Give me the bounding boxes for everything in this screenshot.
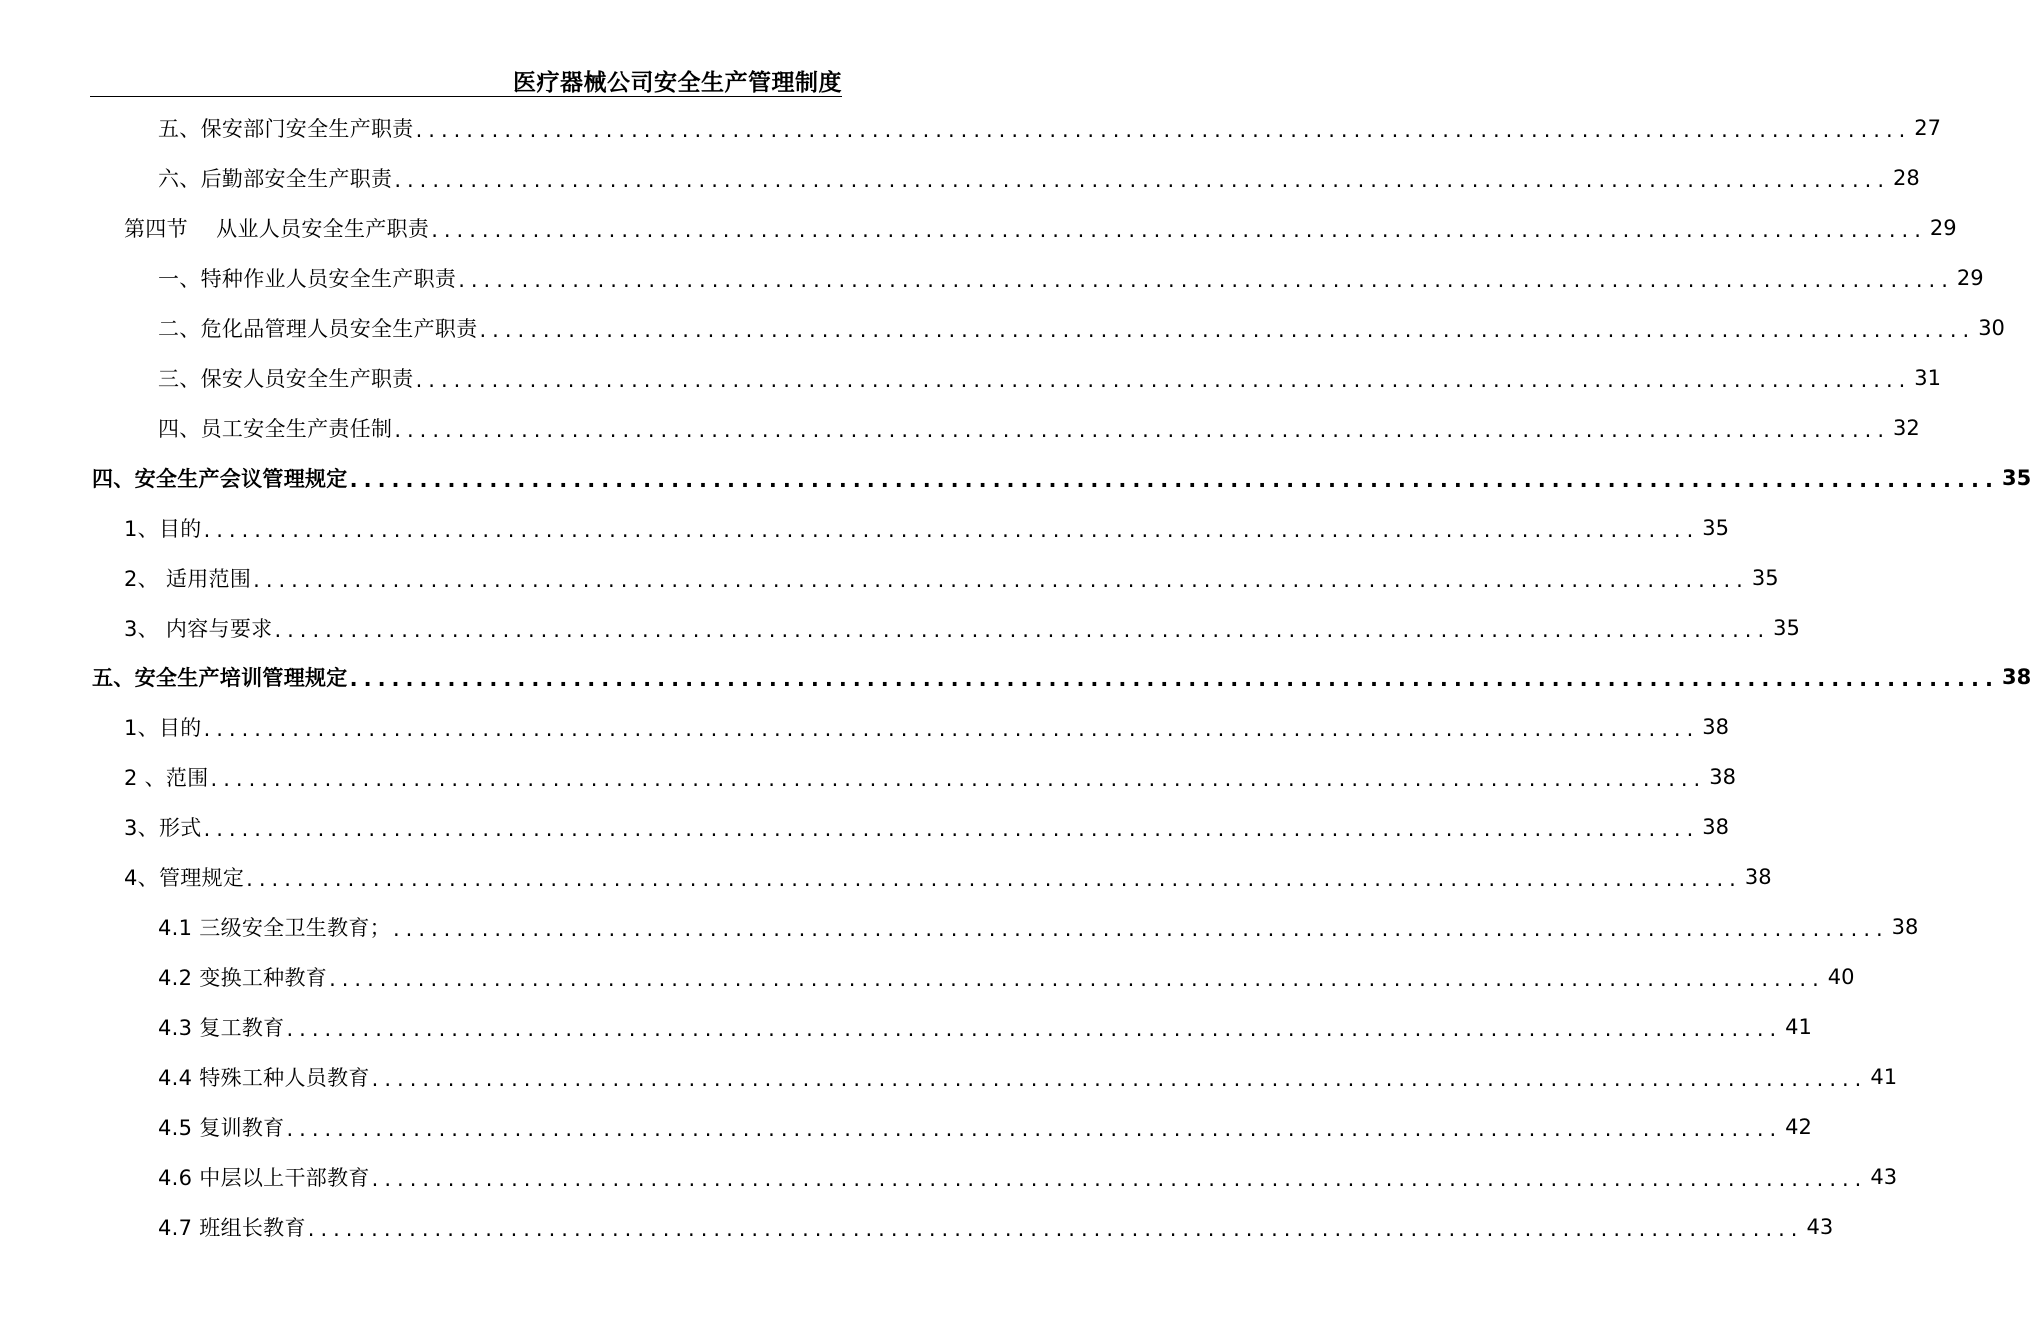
toc-entry[interactable] <box>124 802 1729 852</box>
toc-entry[interactable] <box>158 902 1919 952</box>
toc-dot-leader: ...................................................................................................................... <box>394 167 1890 192</box>
toc-entry-page-number: 29 <box>1956 265 1984 290</box>
toc-dot-leader: ...................................................................................................................... <box>392 917 1889 942</box>
toc-entry-page-number: 31 <box>1914 365 1942 390</box>
toc-dot-leader: ...................................................................................................................... <box>210 767 1707 792</box>
toc-entry-page-number: 32 <box>1893 415 1920 440</box>
toc-entry-title: 4.2 变换工种教育 <box>158 966 328 991</box>
toc-entry-title: 1、目的 <box>124 516 202 541</box>
toc-dot-leader: ...................................................................................................................... <box>394 417 1890 442</box>
toc-entry-title: 4.4 特殊工种人员教育 <box>158 1066 370 1091</box>
toc-entry-title: 一、特种作业人员安全生产职责 <box>158 266 457 291</box>
toc-entry[interactable] <box>92 652 2031 702</box>
toc-entry[interactable] <box>158 103 1942 153</box>
toc-entry[interactable] <box>158 1102 1812 1152</box>
toc-entry[interactable] <box>124 503 1729 553</box>
toc-dot-leader: ...................................................................................................................... <box>203 817 1700 842</box>
toc-entry[interactable] <box>158 303 2005 353</box>
toc-entry-title: 四、安全生产会议管理规定 <box>92 466 348 491</box>
toc-entry[interactable] <box>92 453 2031 503</box>
toc-dot-leader: ...................................................................................................................... <box>458 267 1954 292</box>
toc-entry-title: 第四节 从业人员安全生产职责 <box>124 216 430 241</box>
toc-entry[interactable] <box>124 553 1779 603</box>
toc-entry-title: 2、 适用范围 <box>124 566 252 591</box>
toc-dot-leader: ...................................................................................................................... <box>329 967 1825 992</box>
toc-entry-title: 四、员工安全生产责任制 <box>158 416 393 441</box>
toc-dot-leader: ...................................................................................................................... <box>246 867 1742 892</box>
page-header <box>90 62 842 97</box>
toc-entry-title: 2 、范围 <box>124 766 209 791</box>
toc-entry-page-number: 40 <box>1827 965 1855 990</box>
toc-dot-leader: ...................................................................................................................... <box>371 1067 1868 1092</box>
toc-entry[interactable] <box>158 1152 1898 1202</box>
toc-dot-leader: ...................................................................................................................... <box>203 517 1700 542</box>
toc-dot-leader: ...................................................................................................................... <box>371 1166 1868 1191</box>
toc-entry-title: 五、安全生产培训管理规定 <box>92 666 348 691</box>
toc-entry-page-number: 35 <box>1773 615 1800 640</box>
toc-entry[interactable] <box>124 752 1736 802</box>
toc-entry-title: 1、目的 <box>124 716 202 741</box>
toc-dot-leader: ...................................................................................................................... <box>274 617 1771 642</box>
toc-entry[interactable] <box>158 1052 1898 1102</box>
toc-entry[interactable] <box>158 353 1942 403</box>
toc-dot-leader: ...................................................................................................................... <box>349 467 1999 492</box>
toc-entry[interactable] <box>158 952 1855 1002</box>
toc-entry-page-number: 38 <box>1702 715 1729 740</box>
toc-dot-leader: ...................................................................................................................... <box>431 217 1927 242</box>
toc-entry-title: 3、 内容与要求 <box>124 616 273 641</box>
toc-entry[interactable] <box>158 403 1920 453</box>
toc-dot-leader: ...................................................................................................................... <box>479 317 1976 342</box>
toc-entry-title: 二、危化品管理人员安全生产职责 <box>158 316 478 341</box>
header-title: 医疗器械公司安全生产管理制度 <box>513 70 842 96</box>
toc-dot-leader: ...................................................................................................................... <box>253 567 1749 592</box>
toc-entry-title: 3、形式 <box>124 816 202 841</box>
toc-entry-page-number: 43 <box>1806 1214 1834 1239</box>
toc-entry-title: 4.6 中层以上干部教育 <box>158 1165 370 1190</box>
toc-dot-leader: ...................................................................................................................... <box>349 667 1999 692</box>
toc-entry-page-number: 43 <box>1870 1164 1898 1189</box>
toc-entry-page-number: 38 <box>1744 865 1772 890</box>
toc-entry-page-number: 38 <box>2001 665 2031 690</box>
toc-entry-page-number: 35 <box>2001 465 2031 490</box>
toc-entry-page-number: 42 <box>1785 1115 1812 1139</box>
toc-entry[interactable] <box>124 702 1729 752</box>
toc-entry[interactable] <box>124 603 1800 653</box>
toc-entry-page-number: 30 <box>1978 315 2005 340</box>
toc-entry-title: 六、后勤部安全生产职责 <box>158 166 393 191</box>
toc-entry-title: 4.3 复工教育 <box>158 1016 285 1041</box>
toc-entry-title: 三、保安人员安全生产职责 <box>158 366 414 391</box>
toc-entry-page-number: 35 <box>1751 565 1779 590</box>
toc-entry-title: 4.7 班组长教育 <box>158 1215 306 1240</box>
toc-dot-leader: ...................................................................................................................... <box>286 1117 1783 1141</box>
toc-entry-page-number: 41 <box>1785 1015 1812 1040</box>
toc-entry-page-number: 35 <box>1702 515 1729 540</box>
toc-entry[interactable] <box>158 153 1920 203</box>
toc-entry[interactable] <box>158 253 1984 303</box>
toc-entry-page-number: 41 <box>1870 1065 1898 1090</box>
toc-entry-page-number: 29 <box>1929 215 1957 240</box>
toc-entry-title: 4.5 复训教育 <box>158 1116 285 1140</box>
toc-entry[interactable] <box>158 1002 1812 1052</box>
toc-entry-page-number: 27 <box>1914 116 1942 140</box>
toc-entry[interactable] <box>124 203 1957 253</box>
toc-dot-leader: ...................................................................................................................... <box>203 717 1700 742</box>
toc-entry-page-number: 28 <box>1893 165 1920 190</box>
toc-entry-page-number: 38 <box>1702 815 1729 840</box>
toc-entry[interactable] <box>158 1202 1834 1252</box>
toc-entry-title: 五、保安部门安全生产职责 <box>158 117 414 141</box>
toc-dot-leader: ...................................................................................................................... <box>286 1017 1783 1042</box>
toc-entry[interactable] <box>124 852 1772 902</box>
toc-dot-leader: ...................................................................................................................... <box>415 367 1912 392</box>
toc-entry-title: 4、管理规定 <box>124 866 245 891</box>
toc-entry-page-number: 38 <box>1709 765 1736 790</box>
toc-dot-leader: ...................................................................................................................... <box>307 1216 1804 1241</box>
toc-entry-title: 4.1 三级安全卫生教育； <box>158 916 391 941</box>
toc-entry-page-number: 38 <box>1891 915 1919 940</box>
toc-dot-leader: ...................................................................................................................... <box>415 118 1912 142</box>
